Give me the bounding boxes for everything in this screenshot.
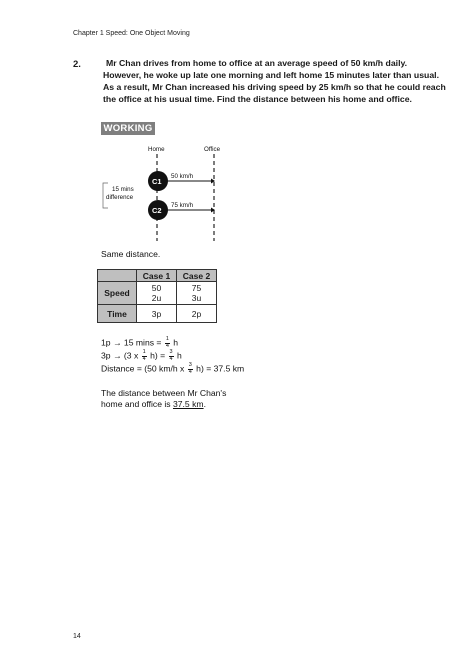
diff-line2: difference [106,194,134,201]
fraction-numerator: 1 [165,336,169,342]
step-3-result: h) = 37.5 km [193,363,245,374]
c2-label: C2 [152,206,162,215]
speed1-label: 50 km/h [171,173,194,180]
speed-case-1-value: 50 [151,283,162,293]
chapter-header: Chapter 1 Speed: One Object Moving [73,30,190,37]
question-number: 2. [73,59,81,70]
fraction-three-quarters [188,363,193,375]
fraction-numerator: 1 [142,349,146,355]
answer-line-2 [101,399,206,409]
header-case-2: Case 2 [177,270,217,282]
question-line-2: However, he woke up late one morning and left home 15 minutes later than usual. [103,70,439,80]
answer-text: home and office is [101,399,173,409]
answer-line-1: The distance between Mr Chan's [101,388,227,398]
step-2 [101,350,182,362]
step-2-mid: h) = [147,350,168,361]
fraction-denominator: 4 [142,355,146,362]
time-case-1: 3p [137,305,177,323]
step-2-unit: h [174,350,182,361]
step-1-text: 1p → 15 mins = [101,337,164,348]
speed-case-1 [137,282,177,305]
table-corner-cell [98,270,137,282]
speed-case-2-value: 75 [191,283,202,293]
home-label: Home [148,146,165,153]
fraction-denominator: 4 [188,368,192,375]
speed-case-2-units: 3u [191,293,202,303]
table-header-row [98,270,217,282]
fraction-numerator: 3 [188,362,192,368]
diff-line1: 15 mins [112,186,134,193]
step-2-text: 3p → (3 x [101,350,141,361]
comparison-table [97,269,217,323]
fraction-quarter [142,350,147,362]
question-line-1: Mr Chan drives from home to office at an average speed of 50 km/h daily. [106,58,408,68]
speed2-label: 75 km/h [171,202,194,209]
question-line-3: As a result, Mr Chan increased his driving speed by 25 km/h so that he could reach [103,82,446,92]
time-row [98,305,217,323]
fraction-three-quarters [169,350,174,362]
c1-label: C1 [152,177,162,186]
fraction-denominator: 4 [165,342,169,349]
fraction-denominator: 4 [169,355,173,362]
page-number: 14 [73,633,81,640]
speed-row [98,282,217,305]
answer-value: 37.5 km [172,399,204,409]
question-line-4: the office at his usual time. Find the distance between his home and office. [103,94,412,104]
office-label: Office [204,146,221,153]
speed-row-label: Speed [98,282,137,305]
header-case-1: Case 1 [137,270,177,282]
step-1 [101,337,178,349]
answer-period: . [203,399,206,409]
fraction-numerator: 3 [169,349,173,355]
step-3 [101,363,244,375]
speed-case-2 [177,282,217,305]
working-label: WORKING [101,122,155,135]
same-distance-text: Same distance. [101,249,161,259]
distance-diagram [95,145,235,245]
step-1-unit: h [170,337,179,348]
speed-case-1-units: 2u [151,293,162,303]
fraction-quarter [165,337,170,349]
step-3-text: Distance = (50 km/h x [101,363,187,374]
time-row-label: Time [98,305,137,323]
time-case-2: 2p [177,305,217,323]
